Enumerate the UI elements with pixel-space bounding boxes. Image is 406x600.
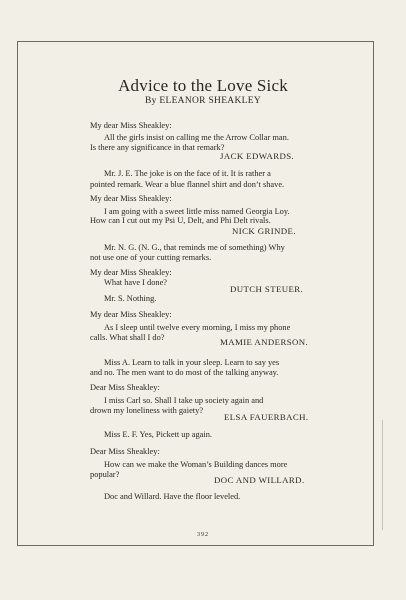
article-title: Advice to the Love Sick <box>118 76 288 95</box>
reply-1-line-2: pointed remark. Wear a blue flannel shirt and don’t shave. <box>90 180 285 189</box>
letter-5-body-line-2: drown my loneliness with gaiety? <box>90 406 204 415</box>
letter-3-body-line-1: What have I done? <box>104 278 168 287</box>
letter-2-body-line-2: How can I cut out my Psi U, Delt, and Phi Delt rivals. <box>90 216 271 225</box>
page-number: 392 <box>197 532 209 538</box>
scan-edge-mark <box>382 420 383 530</box>
letter-1-signature: JACK EDWARDS. <box>220 151 295 161</box>
reply-1-line-1: Mr. J. E. The joke is on the face of it. It is rather a <box>104 169 271 178</box>
reply-4-line-2: and no. The men want to do most of the talking anyway. <box>90 368 279 377</box>
letter-6-body-line-2: popular? <box>90 470 120 479</box>
reply-3-line-1: Mr. S. Nothing. <box>104 294 157 303</box>
letter-5-signature: ELSA FAUERBACH. <box>224 412 309 422</box>
reply-6-line-1: Doc and Willard. Have the floor leveled. <box>104 492 241 501</box>
letter-4-signature: MAMIE ANDERSON. <box>220 337 309 347</box>
letter-1-body-line-1: All the girls insist on calling me the Arrow Collar man. <box>104 133 289 142</box>
letter-5-body-line-1: I miss Carl so. Shall I take up society again and <box>104 396 264 405</box>
letter-2-signature: NICK GRINDE. <box>232 226 296 236</box>
letter-6-body-line-1: How can we make the Woman’s Building dances more <box>104 460 288 469</box>
letter-5-greeting: Dear Miss Sheakley: <box>90 383 160 392</box>
letter-4-body-line-1: As I sleep until twelve every morning, I miss my phone <box>104 323 291 332</box>
letter-6-greeting: Dear Miss Sheakley: <box>90 447 160 456</box>
reply-2-line-1: Mr. N. G. (N. G., that reminds me of something) Why <box>104 243 285 252</box>
reply-2-line-2: not use one of your cutting remarks. <box>90 253 212 262</box>
letter-1-body-line-2: Is there any significance in that remark? <box>90 143 225 152</box>
letter-1-greeting: My dear Miss Sheakley: <box>90 121 172 130</box>
letter-2-body-line-1: I am going with a sweet little miss named Georgia Loy. <box>104 207 290 216</box>
letter-4-greeting: My dear Miss Sheakley: <box>90 310 172 319</box>
page-border <box>17 41 374 546</box>
letter-6-signature: DOC AND WILLARD. <box>214 475 305 485</box>
letter-2-greeting: My dear Miss Sheakley: <box>90 194 172 203</box>
letter-4-body-line-2: calls. What shall I do? <box>90 333 165 342</box>
reply-4-line-1: Miss A. Learn to talk in your sleep. Learn to say yes <box>104 358 280 367</box>
letter-3-greeting: My dear Miss Sheakley: <box>90 268 172 277</box>
article-byline: By ELEANOR SHEAKLEY <box>145 96 261 106</box>
reply-5-line-1: Miss E. F. Yes, Pickett up again. <box>104 430 212 439</box>
letter-3-signature: DUTCH STEUER. <box>230 284 304 294</box>
